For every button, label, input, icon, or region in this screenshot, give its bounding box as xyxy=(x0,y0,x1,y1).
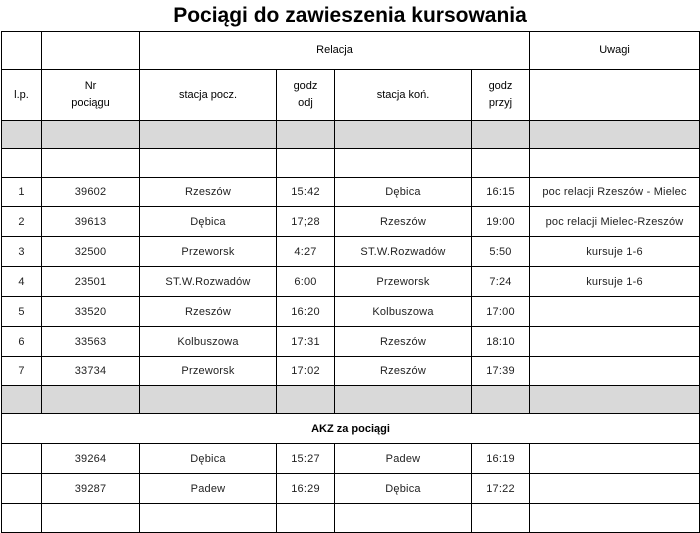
empty-cell xyxy=(335,149,472,178)
arrival-time-cell: 19:00 xyxy=(472,207,530,237)
train-number-cell: 39264 xyxy=(42,444,140,474)
lp-cell: 3 xyxy=(2,237,42,267)
end-station-header: stacja koń. xyxy=(335,70,472,121)
arrival-time-cell: 7:24 xyxy=(472,267,530,297)
arrival-time-cell: 18:10 xyxy=(472,327,530,357)
start-station-cell: Padew xyxy=(140,474,277,504)
arrival-time-cell: 17:39 xyxy=(472,357,530,386)
departure-time-cell: 4:27 xyxy=(277,237,335,267)
arrival-time-header-line2: przyj xyxy=(488,97,513,109)
train-number-cell: 39602 xyxy=(42,178,140,207)
empty-cell xyxy=(530,504,700,533)
train-number-cell: 32500 xyxy=(42,237,140,267)
train-number-cell: 39287 xyxy=(42,474,140,504)
end-station-cell: Rzeszów xyxy=(335,327,472,357)
departure-time-cell: 17:31 xyxy=(277,327,335,357)
end-station-cell: Rzeszów xyxy=(335,207,472,237)
departure-time-header xyxy=(277,70,335,121)
arrival-time-header-line1: godz xyxy=(488,80,513,92)
shaded-separator-row xyxy=(2,386,700,414)
end-station-cell: Rzeszów xyxy=(335,357,472,386)
lp-header: l.p. xyxy=(2,70,42,121)
departure-time-cell: 16:29 xyxy=(277,474,335,504)
header-empty-cell xyxy=(530,70,700,121)
lp-cell xyxy=(2,474,42,504)
start-station-header: stacja pocz. xyxy=(140,70,277,121)
akz-section-title: AKZ za pociągi xyxy=(2,414,700,444)
empty-cell xyxy=(530,121,700,149)
empty-cell xyxy=(140,121,277,149)
train-number-cell: 33734 xyxy=(42,357,140,386)
table-row xyxy=(2,297,700,327)
lp-cell: 4 xyxy=(2,267,42,297)
empty-cell xyxy=(140,504,277,533)
empty-cell xyxy=(42,504,140,533)
end-station-cell: Dębica xyxy=(335,474,472,504)
start-station-cell: Rzeszów xyxy=(140,297,277,327)
empty-cell xyxy=(472,149,530,178)
arrival-time-cell: 17:22 xyxy=(472,474,530,504)
akz-title-row xyxy=(2,414,700,444)
end-station-cell: Padew xyxy=(335,444,472,474)
empty-cell xyxy=(140,386,277,414)
departure-time-cell: 16:20 xyxy=(277,297,335,327)
empty-cell xyxy=(42,121,140,149)
table-row xyxy=(2,474,700,504)
header-row-top xyxy=(2,32,700,70)
empty-cell xyxy=(2,386,42,414)
train-number-cell: 39613 xyxy=(42,207,140,237)
departure-time-cell: 17:02 xyxy=(277,357,335,386)
empty-cell xyxy=(472,504,530,533)
note-cell xyxy=(530,444,700,474)
train-table xyxy=(1,31,700,533)
departure-time-cell: 17;28 xyxy=(277,207,335,237)
lp-cell: 2 xyxy=(2,207,42,237)
departure-time-header-line2: odj xyxy=(298,97,313,109)
start-station-cell: Rzeszów xyxy=(140,178,277,207)
shaded-separator-row xyxy=(2,121,700,149)
table-row xyxy=(2,444,700,474)
note-cell: kursuje 1-6 xyxy=(530,267,700,297)
note-cell: poc relacji Rzeszów - Mielec xyxy=(530,178,700,207)
lp-cell: 5 xyxy=(2,297,42,327)
empty-row xyxy=(2,504,700,533)
empty-row xyxy=(2,149,700,178)
empty-cell xyxy=(335,121,472,149)
empty-cell xyxy=(335,386,472,414)
empty-cell xyxy=(472,121,530,149)
lp-cell: 7 xyxy=(2,357,42,386)
arrival-time-cell: 16:19 xyxy=(472,444,530,474)
empty-cell xyxy=(277,121,335,149)
departure-time-cell: 15:27 xyxy=(277,444,335,474)
train-number-cell: 33520 xyxy=(42,297,140,327)
lp-cell xyxy=(2,444,42,474)
empty-cell xyxy=(335,504,472,533)
table-row xyxy=(2,237,700,267)
header-empty-cell xyxy=(42,32,140,70)
train-number-header-line1: Nr xyxy=(84,80,97,92)
table-row xyxy=(2,267,700,297)
empty-cell xyxy=(277,386,335,414)
note-cell: kursuje 1-6 xyxy=(530,237,700,267)
uwagi-header: Uwagi xyxy=(530,32,700,70)
departure-time-header-line1: godz xyxy=(293,80,318,92)
header-empty-cell xyxy=(2,32,42,70)
end-station-cell: ST.W.Rozwadów xyxy=(335,237,472,267)
empty-cell xyxy=(472,386,530,414)
start-station-cell: Przeworsk xyxy=(140,237,277,267)
train-number-header-line2: pociągu xyxy=(71,97,110,109)
empty-cell xyxy=(2,149,42,178)
empty-cell xyxy=(140,149,277,178)
train-number-cell: 23501 xyxy=(42,267,140,297)
train-number-header xyxy=(42,70,140,121)
start-station-cell: Kolbuszowa xyxy=(140,327,277,357)
header-row-columns xyxy=(2,70,700,121)
table-row xyxy=(2,178,700,207)
empty-cell xyxy=(2,121,42,149)
empty-cell xyxy=(2,504,42,533)
lp-cell: 1 xyxy=(2,178,42,207)
note-cell xyxy=(530,297,700,327)
departure-time-cell: 6:00 xyxy=(277,267,335,297)
arrival-time-cell: 17:00 xyxy=(472,297,530,327)
empty-cell xyxy=(42,149,140,178)
empty-cell xyxy=(277,149,335,178)
start-station-cell: ST.W.Rozwadów xyxy=(140,267,277,297)
end-station-cell: Kolbuszowa xyxy=(335,297,472,327)
end-station-cell: Przeworsk xyxy=(335,267,472,297)
start-station-cell: Dębica xyxy=(140,444,277,474)
empty-cell xyxy=(277,504,335,533)
train-number-cell: 33563 xyxy=(42,327,140,357)
note-cell xyxy=(530,474,700,504)
page-title: Pociągi do zawieszenia kursowania xyxy=(173,4,527,27)
table-row xyxy=(2,207,700,237)
empty-cell xyxy=(530,386,700,414)
note-cell xyxy=(530,357,700,386)
note-cell: poc relacji Mielec-Rzeszów xyxy=(530,207,700,237)
table-row xyxy=(2,327,700,357)
empty-cell xyxy=(42,386,140,414)
arrival-time-cell: 5:50 xyxy=(472,237,530,267)
end-station-cell: Dębica xyxy=(335,178,472,207)
empty-cell xyxy=(530,149,700,178)
start-station-cell: Dębica xyxy=(140,207,277,237)
lp-cell: 6 xyxy=(2,327,42,357)
arrival-time-cell: 16:15 xyxy=(472,178,530,207)
start-station-cell: Przeworsk xyxy=(140,357,277,386)
table-row xyxy=(2,357,700,386)
departure-time-cell: 15:42 xyxy=(277,178,335,207)
note-cell xyxy=(530,327,700,357)
arrival-time-header xyxy=(472,70,530,121)
relacja-header: Relacja xyxy=(140,32,530,70)
